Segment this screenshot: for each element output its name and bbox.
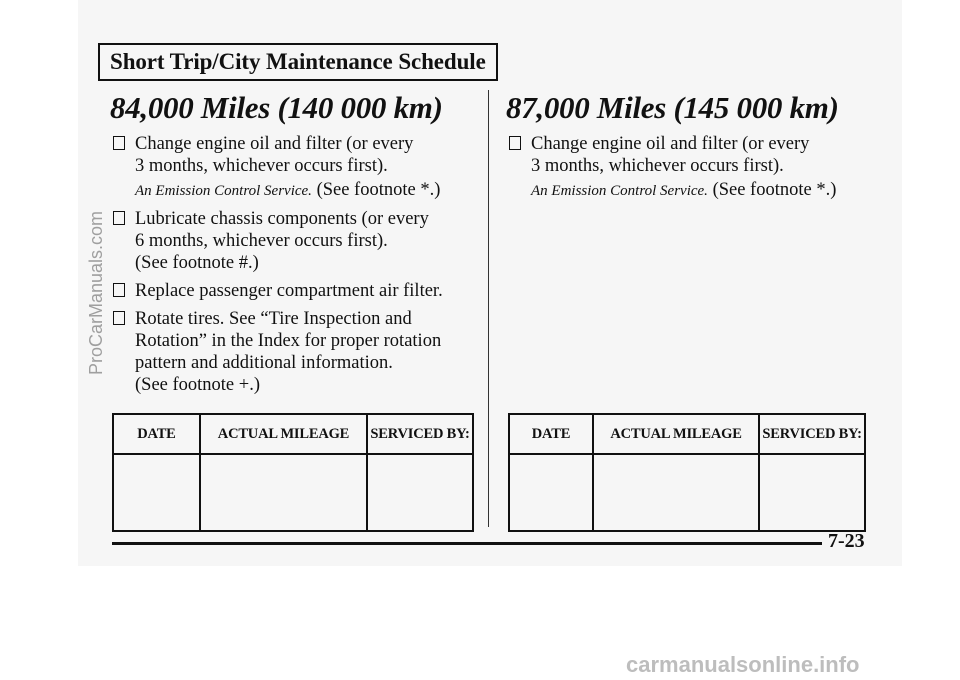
item-line: Change engine oil and filter (or every bbox=[135, 134, 414, 154]
table-header-date: DATE bbox=[113, 414, 200, 454]
table-header-date: DATE bbox=[509, 414, 593, 454]
side-watermark: ProCarManuals.com bbox=[86, 210, 106, 375]
mileage-title-right: 87,000 Miles (145 000 km) bbox=[506, 90, 839, 125]
item-line: Rotate tires. See “Tire Inspection and bbox=[135, 309, 412, 329]
item-line: 3 months, whichever occurs first). bbox=[531, 156, 784, 176]
table-header-mileage: ACTUAL MILEAGE bbox=[593, 414, 759, 454]
item-line: 3 months, whichever occurs first). bbox=[135, 156, 388, 176]
checkbox[interactable] bbox=[113, 136, 125, 150]
service-log-table-left bbox=[112, 413, 474, 532]
item-line: Rotation” in the Index for proper rotation bbox=[135, 331, 442, 351]
emission-label: An Emission Control Service. bbox=[135, 183, 312, 199]
page-number: 7-23 bbox=[828, 530, 865, 552]
checkbox[interactable] bbox=[113, 311, 125, 325]
checklist-item bbox=[506, 133, 876, 202]
checkbox[interactable] bbox=[509, 136, 521, 150]
service-log-table-right bbox=[508, 413, 866, 532]
mileage-cell[interactable] bbox=[200, 454, 367, 531]
mileage-title-left: 84,000 Miles (140 000 km) bbox=[110, 90, 443, 125]
emission-label: An Emission Control Service. bbox=[531, 183, 708, 199]
item-line: Replace passenger compartment air filter. bbox=[135, 281, 443, 301]
right-column bbox=[506, 90, 876, 208]
emission-footnote: (See footnote *.) bbox=[712, 180, 837, 200]
mileage-cell[interactable] bbox=[593, 454, 759, 531]
item-line: pattern and additional information. bbox=[135, 353, 393, 373]
emission-footnote: (See footnote *.) bbox=[316, 180, 441, 200]
section-header-box bbox=[98, 43, 498, 81]
checklist-item bbox=[110, 280, 480, 302]
serviced-by-cell[interactable] bbox=[367, 454, 473, 531]
item-line: Change engine oil and filter (or every bbox=[531, 134, 810, 154]
left-column bbox=[110, 90, 480, 398]
emission-note bbox=[135, 179, 480, 202]
table-row bbox=[113, 454, 473, 531]
footer-watermark: carmanualsonline.info bbox=[626, 652, 860, 677]
item-line: 6 months, whichever occurs first). bbox=[135, 231, 388, 251]
table-row bbox=[509, 454, 865, 531]
checkbox[interactable] bbox=[113, 283, 125, 297]
footer-rule bbox=[112, 542, 822, 545]
checkbox[interactable] bbox=[113, 211, 125, 225]
checklist-item bbox=[110, 308, 480, 396]
item-line: (See footnote +.) bbox=[135, 375, 260, 395]
checklist-item bbox=[110, 208, 480, 274]
table-header-mileage: ACTUAL MILEAGE bbox=[200, 414, 367, 454]
table-header-row bbox=[509, 414, 865, 454]
table-header-serviced: SERVICED BY: bbox=[367, 414, 473, 454]
table-header-serviced: SERVICED BY: bbox=[759, 414, 865, 454]
checklist-item bbox=[110, 133, 480, 202]
column-divider bbox=[488, 90, 489, 527]
date-cell[interactable] bbox=[509, 454, 593, 531]
emission-note bbox=[531, 179, 876, 202]
item-line: Lubricate chassis components (or every bbox=[135, 209, 429, 229]
serviced-by-cell[interactable] bbox=[759, 454, 865, 531]
section-header-title: Short Trip/City Maintenance Schedule bbox=[110, 49, 486, 74]
table-header-row bbox=[113, 414, 473, 454]
date-cell[interactable] bbox=[113, 454, 200, 531]
item-line: (See footnote #.) bbox=[135, 253, 259, 273]
